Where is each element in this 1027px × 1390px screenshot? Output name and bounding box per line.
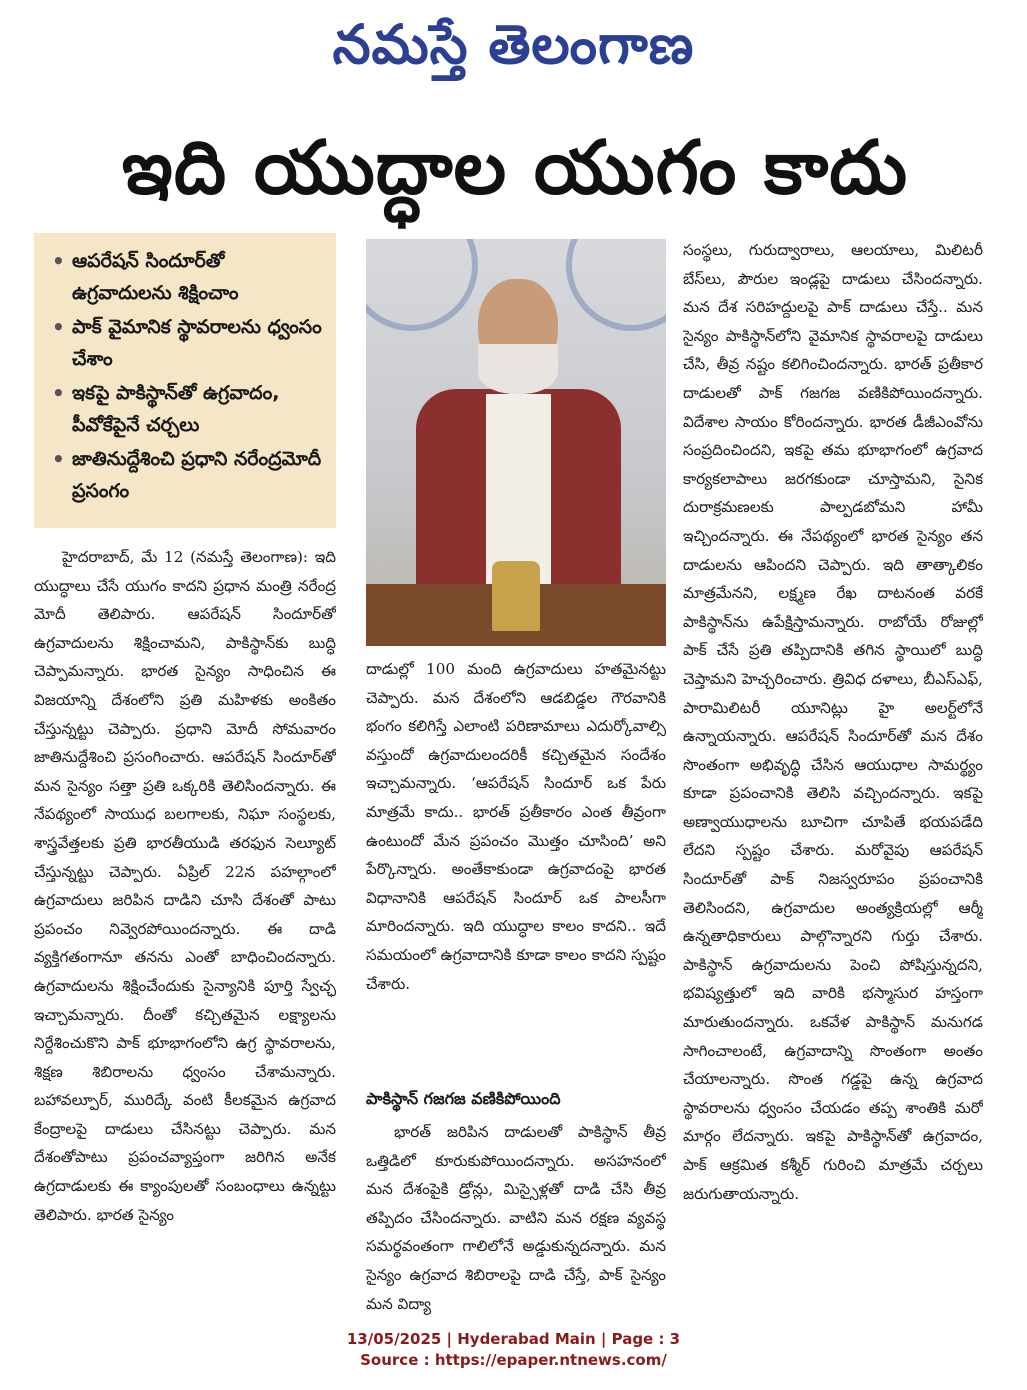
page-headline: ఇది యుద్ధాల యుగం కాదు	[121, 125, 909, 211]
footer-source-line: Source : https://epaper.ntnews.com/	[360, 1351, 667, 1369]
flag-wheel-icon	[566, 239, 666, 331]
highlights-box	[34, 233, 336, 528]
article-column-3: సంస్థలు, గురుద్వారాలు, ఆలయాలు, మిలిటరీ బేస్‌లు, పౌరుల ఇండ్లపై దాడులు చేసిందన్నారు. మన దేశ సరిహద్దులపై పాక్ దాడులు చేస్తే.. మన సైన్యం పాకిస్థాన్‌లోని వైమానిక స్థావరాలపై దాడులు చేసి, తీవ్ర నష్టం కలిగించిందన్నారు. భారత్ ప్రతీకార దాడులతో పాక్ గజగజ వణికిపోయిందన్నారు. విదేశాల సాయం కోరిందన్నారు. భారత డీజీఎంవోను సంప్రదించిందని, ఇకపై తమ భూభాగంలో ఉగ్రవాద కార్యకలాపాలు జరగకుండా చూస్తామని, సైనిక దురాక్రమణలకు పాల్పడబోమని హామీ ఇచ్చిందన్నారు. ఈ నేపథ్యంలో భారత సైన్యం తన దాడులను ఆపిందని చెప్పారు. ఇది తాత్కాలికం మాత్రమేనని, లక్ష్మణ రేఖ దాటనంత వరకే పాకిస్థాన్‌ను ఉపేక్షిస్తామన్నారు. రాబోయే రోజుల్లో పాక్ చేసే ప్రతి తప్పిదానికి తగిన స్థాయిలో బుద్ధి చెప్తామని హెచ్చరించారు. త్రివిధ దళాలు, బీఎస్ఎఫ్, పారామిలిటరీ యూనిట్లు హై అలర్ట్‌లోనే ఉన్నాయన్నారు. ఆపరేషన్ సిందూర్‌తో మన దేశం సొంతంగా అభివృద్ధి చేసిన ఆయుధాల సామర్థ్యం కూడా ప్రపంచానికి తెలిసి వచ్చిందన్నారు. ఇకపై అణ్వాయుధాలను బూచిగా చూపితే భయపడేది లేదని స్పష్టం చేశారు. మరోవైపు ఆపరేషన్ సిందూర్‌తో పాక్ నిజస్వరూపం ప్రపంచానికి తెలిసిందని, ఉగ్రవాదుల అంత్యక్రియల్లో ఆర్మీ ఉన్నతాధికారులు పాల్గొన్నారని గుర్తు చేశారు. పాకిస్థాన్ ఉగ్రవాదులను పెంచి పోషిస్తున్నదని, భవిష్యత్తులో ఇది వారికి భస్మాసుర హస్తంగా మారుతుందన్నారు. ఒకవేళ పాకిస్థాన్ మనుగడ సాగించాలంటే, ఉగ్రవాదాన్ని సొంతంగా అంతం చేయాలన్నారు. సొంత గడ్డపై ఉన్న ఉగ్రవాద స్థావరాలను ధ్వంసం చేయడం తప్ప శాంతికి మరో మార్గం లేదన్నారు. ఇకపై పాకిస్థాన్‌తో ఉగ్రవాదం, పాక్ ఆక్రమిత కశ్మీర్ గురించి మాత్రమే చర్చలు జరుగుతాయన్నారు.	[683, 241, 983, 1203]
article-column-2: దాడుల్లో 100 మంది ఉగ్రవాదులు హతమైనట్టు చెప్పారు. మన దేశంలోని ఆడబిడ్డల గౌరవానికి భంగం కలిగిస్తే ఎలాంటి పరిణామాలు ఎదుర్కోవాల్సి వస్తుందో ఉగ్రవాదులందరికీ కచ్చితమైన సందేశం ఇచ్చామన్నారు. ‘ఆపరేషన్ సిందూర్ ఒక పేరు మాత్రమే కాదు.. భారత్ ప్రతీకారం ఎంత తీవ్రంగా ఉంటుందో మేన ప్రపంచం మొత్తం చూసింది’ అని పేర్కొన్నారు. అంతేకాకుండా ఉగ్రవాదంపై భారత విధానానికి ఆపరేషన్ సిందూర్ ఒక పాలసీగా మారిందన్నారు. ఇది యుద్ధాల కాలం కాదని.. ఇదే సమయంలో ఉగ్రవాదానికి కూడా కాలం కాదని స్పష్టం చేశారు.	[366, 660, 666, 993]
footer-date-line: 13/05/2025 | Hyderabad Main | Page : 3	[346, 1330, 681, 1348]
photo-kurta	[486, 394, 551, 584]
flag-wheel-icon	[366, 239, 478, 331]
highlight-item: • ఇకపై పాకిస్థాన్‌తో ఉగ్రవాదం, పీవోకేపైనే చర్చలు	[50, 377, 326, 441]
article-subhead: పాకిస్థాన్ గజగజ వణికిపోయింది	[366, 1089, 561, 1108]
highlights-list	[50, 245, 326, 507]
national-emblem-icon	[492, 561, 540, 631]
photo-beard	[478, 344, 558, 394]
article-column-2b: భారత్ జరిపిన దాడులతో పాకిస్థాన్ తీవ్ర ఒత్తిడిలో కూరుకుపోయిందన్నారు. అసహనంలో మన దేశంపైకి డ్రోన్లు, మిస్సైళ్లతో దాడి చేసి తీవ్ర తప్పిదం చేసిందన్నారు. వాటిని మన రక్షణ వ్యవస్థ సమర్థవంతంగా గాలిలోనే అడ్డుకున్నదన్నారు. మన సైన్యం ఉగ్రవాద శిబిరాలపై దాడి చేస్తే, పాక్ సైన్యం మన విద్యా	[366, 1123, 666, 1313]
masthead-title: నమస్తే తెలంగాణ	[332, 13, 695, 76]
highlight-item: • జాతినుద్దేశించి ప్రధాని నరేంద్రమోదీ ప్రసంగం	[50, 443, 326, 507]
portrait-photo	[366, 239, 666, 646]
article-column-1: హైదరాబాద్, మే 12 (నమస్తే తెలంగాణ): ఇది యుద్ధాలు చేసే యుగం కాదని ప్రధాన మంత్రి నరేంద్ర మోదీ తెలిపారు. ఆపరేషన్ సిందూర్‌తో ఉగ్రవాదులను శిక్షించామని, పాకిస్థాన్‌కు బుద్ధి చెప్పామన్నారు. భారత సైన్యం సాధించిన ఈ విజయాన్ని దేశంలోని ప్రతి మహిళకు అంకితం చేస్తున్నట్టు చెప్పారు. ప్రధాని మోదీ సోమవారం జాతినుద్దేశించి ప్రసంగించారు. ఆపరేషన్ సిందూర్‌తో మన సైన్యం సత్తా ప్రతి ఒక్కరికి తెలిసిందన్నారు. ఈ నేపథ్యంలో సాయుధ బలగాలకు, నిఘా సంస్థలకు, శాస్త్రవేత్తలకు ప్రతి భారతీయుడి తరఫున సెల్యూట్ చేస్తున్నట్టు చెప్పారు. ఏప్రిల్ 22న పహల్గాంలో ఉగ్రవాదులు జరిపిన దాడిని చూసి దేశంతో పాటు ప్రపంచం నివ్వెరపోయిందన్నారు. ఈ దాడి వ్యక్తిగతంగానూ తనను ఎంతో బాధించిందన్నారు. ఉగ్రవాదులను శిక్షించేందుకు సైన్యానికి పూర్తి స్వేచ్ఛ ఇచ్చామన్నారు. దీంతో కచ్చితమైన లక్ష్యాలను నిర్దేశించుకొని పాక్ భూభాగంలోని ఉగ్ర స్థావరాలను, శిక్షణ శిబిరాలను ధ్వంసం చేశామన్నారు. బహావల్పూర్, మురిద్కే వంటి కీలకమైన ఉగ్రవాద కేంద్రాలపై దాడులు చేసినట్టు చెప్పారు. మన దేశంతోపాటు ప్రపంచవ్యాప్తంగా జరిగిన అనేక ఉగ్రదాడులకు ఈ క్యాంపులతో సంబంధాలు ఉన్నట్టు తెలిపారు. భారత సైన్యం	[34, 548, 336, 1224]
highlight-item: • పాక్ వైమానిక స్థావరాలను ధ్వంసం చేశాం	[50, 311, 326, 375]
highlight-item: • ఆపరేషన్ సిందూర్‌తో ఉగ్రవాదులను శిక్షించాం	[50, 245, 326, 309]
